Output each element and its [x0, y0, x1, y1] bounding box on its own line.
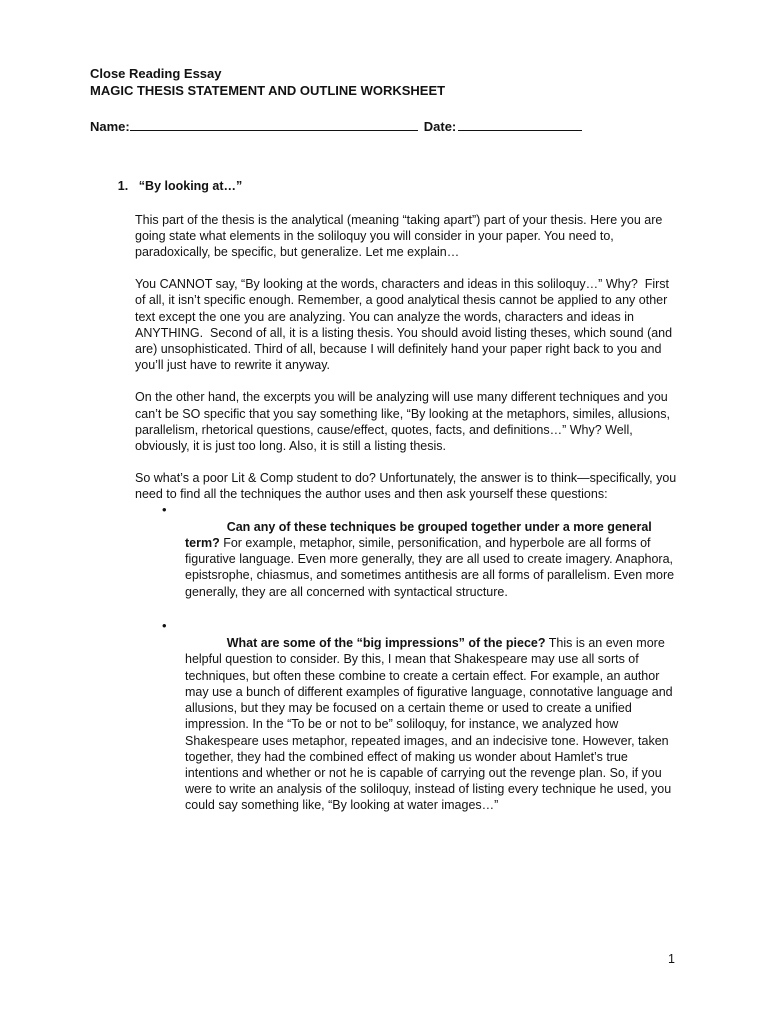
document-title: MAGIC THESIS STATEMENT AND OUTLINE WORKSHEET [90, 82, 446, 98]
date-blank-field [458, 118, 582, 131]
date-label: Date: [423, 119, 457, 134]
name-blank-field [130, 118, 418, 131]
document-subtitle: Close Reading Essay [90, 66, 222, 81]
bullet-icon: • [162, 501, 167, 517]
question-bullet-list [135, 503, 680, 830]
document-content [90, 66, 680, 833]
section-1-number: 1. [117, 179, 129, 194]
paragraph: On the other hand, the excerpts you will be analyzing will use many different techniques and you can’t be SO specific that you say something like, “By looking at the metaphors, similes, allusions, parallelism, rhetorical questions, cause/effect, quotes, facts, and definitions…” Why? Well, obviously, it is just too long. Also, it is still a listing thesis. [135, 390, 674, 454]
section-1-title: “By looking at…” [138, 179, 243, 194]
paragraph: You CANNOT say, “By looking at the words, characters and ideas in this soliloquy…” Why? First of all, it isn’t specific enough. Remember, a good analytical thesis cannot be applied to any other text except the one you are analyzing. You can analyze the words, characters and ideas in ANYTHING. Second of all, it is a listing thesis. You should avoid listing theses, which sound (and are) unsophisticated. Third of all, because I will definitely hand your paper right back to you and you’ll just have to rewrite it anyway. [135, 277, 676, 373]
section-1-body [135, 212, 680, 830]
list-item [135, 503, 680, 616]
page-number: 1 [668, 952, 675, 966]
paragraph: This part of the thesis is the analytical (meaning “taking apart”) part of your thesis. Here you are going state what elements in the soliloquy you will consider in your paper. You need to, paradoxically, be specific, but generalize. Let me explain… [135, 212, 666, 260]
name-date-row [90, 118, 680, 135]
section-1 [90, 162, 680, 830]
bullet-body-text: For example, metaphor, simile, personification, and hyperbole are all forms of figurative language. Even more generally, they are all used to create imagery. Anaphora, epistsrophe, chiasmus, and sometimes antithesis are all forms of parallelism. Even more generally, they are all concerned with syntactical structure. [185, 536, 678, 599]
paragraph: So what’s a poor Lit & Comp student to do? Unfortunately, the answer is to think—specifically, you need to find all the techniques the author uses and then ask yourself these questions: [135, 471, 680, 502]
bullet-body-text: This is an even more helpful question to consider. By this, I mean that Shakespeare may use all sorts of techniques, but often these combine to create a certain effect. For example, an author may use a bunch of different examples of figurative language, connotative language and allusions, but they may be focused on a certain theme or used to create a unified impression. In the “To be or not to be” soliloquy, for instance, we analyzed how Shakespeare uses metaphor, repeated images, and an indecisive tone. However, taken together, they had the combined effect of making us wonder about Hamlet’s true intentions and whether or not he is capable of carrying out the revenge plan. So, if you were to write an analysis of the soliloquy, instead of listing every technique he used, you could say something like, “By looking at water images…” [185, 636, 677, 813]
bullet-lead-question: What are some of the “big impressions” of the piece? [226, 636, 546, 651]
bullet-icon: • [162, 618, 167, 634]
section-1-heading [90, 162, 680, 211]
list-item [135, 619, 680, 830]
bullet-lead-question: Can any of these techniques be grouped together under a more general term? [185, 519, 656, 551]
name-label: Name: [90, 119, 130, 134]
